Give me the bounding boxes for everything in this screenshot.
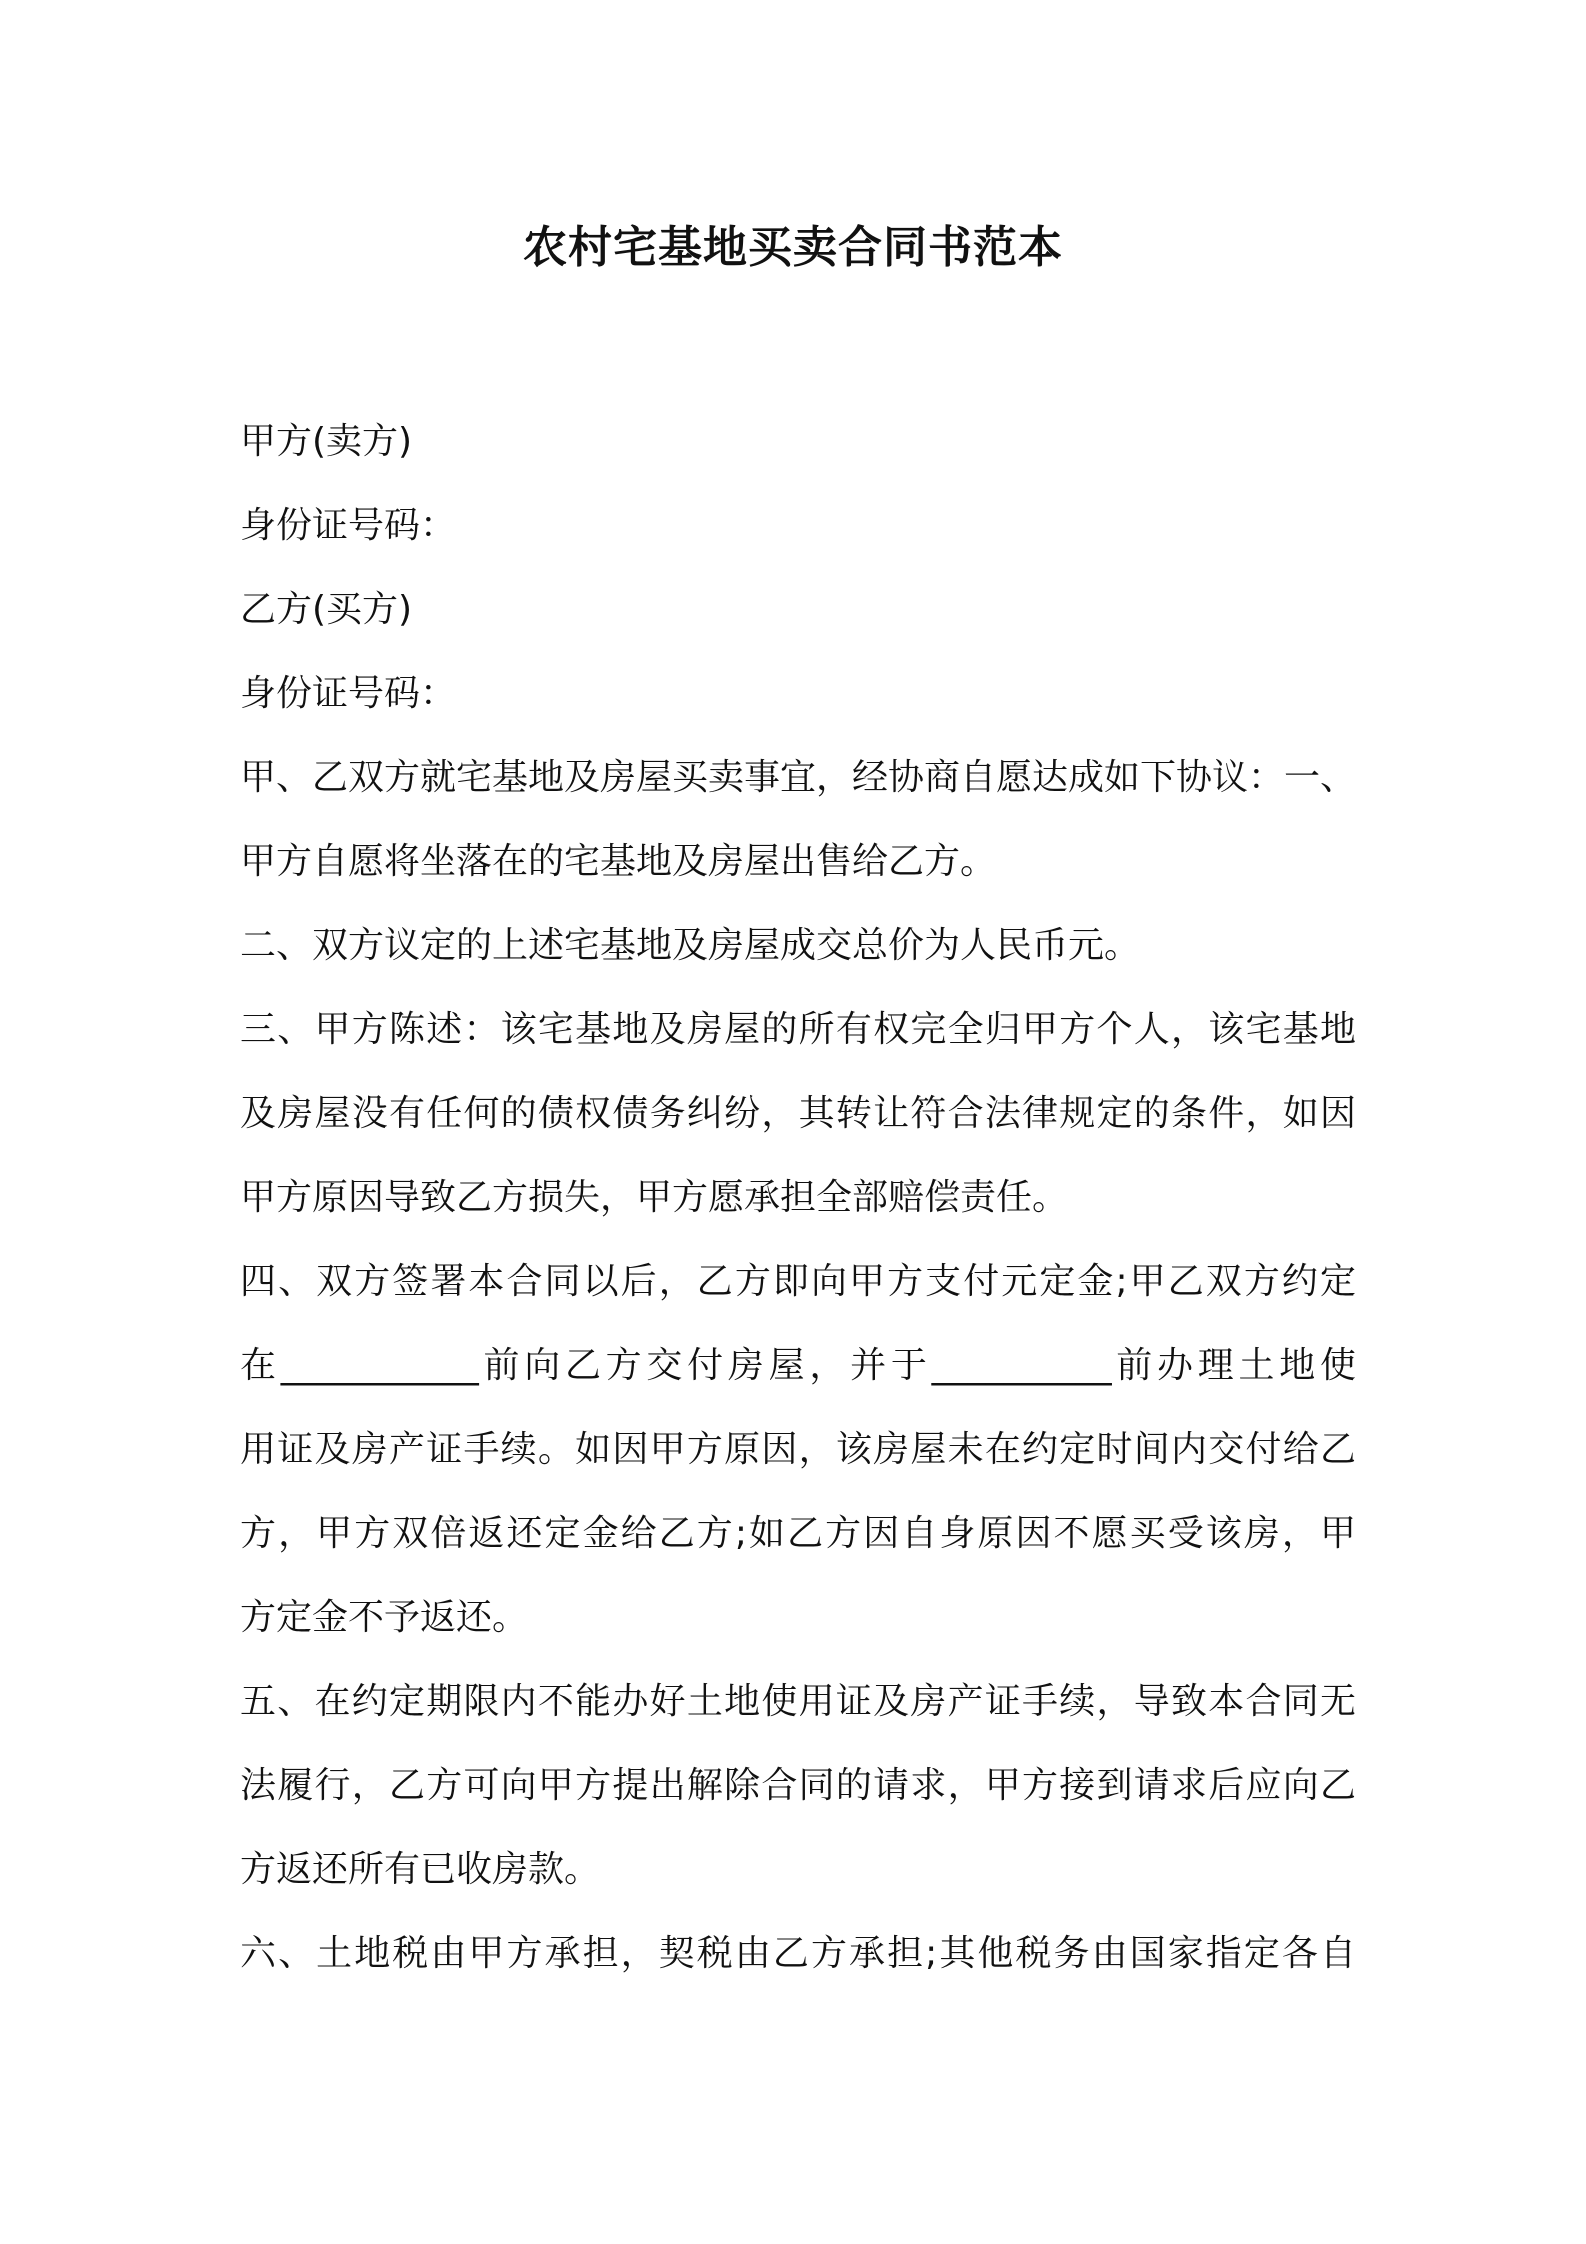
document-line: 甲方原因导致乙方损失，甲方愿承担全部赔偿责任。 xyxy=(240,1177,1069,1218)
document-line: 四、双方签署本合同以后，乙方即向甲方支付元定金;甲乙双方约定 xyxy=(240,1261,1356,1302)
document-line: 身份证号码： xyxy=(240,505,457,546)
document-line: 方返还所有已收房款。 xyxy=(240,1849,601,1890)
document-line: 甲、乙双方就宅基地及房屋买卖事宜，经协商自愿达成如下协议：一、 xyxy=(240,757,1356,798)
document-line: 身份证号码： xyxy=(240,673,457,714)
document-line: 在___________前向乙方交付房屋，并于__________前办理土地使 xyxy=(240,1345,1356,1386)
document-title: 农村宅基地买卖合同书范本 xyxy=(523,222,1063,273)
document-line: 甲方自愿将坐落在的宅基地及房屋出售给乙方。 xyxy=(240,841,997,882)
document-line: 及房屋没有任何的债权债务纠纷，其转让符合法律规定的条件，如因 xyxy=(240,1093,1356,1134)
document-line: 二、双方议定的上述宅基地及房屋成交总价为人民币元。 xyxy=(240,925,1141,966)
document-body xyxy=(240,400,1356,1996)
document-line: 用证及房产证手续。如因甲方原因，该房屋未在约定时间内交付给乙 xyxy=(240,1429,1356,1470)
document-line: 方定金不予返还。 xyxy=(240,1597,529,1638)
document-line: 乙方(买方) xyxy=(240,589,413,630)
document-line: 方，甲方双倍返还定金给乙方;如乙方因自身原因不愿买受该房，甲 xyxy=(240,1513,1356,1554)
document-line: 三、甲方陈述：该宅基地及房屋的所有权完全归甲方个人，该宅基地 xyxy=(240,1009,1356,1050)
document-line: 五、在约定期限内不能办好土地使用证及房产证手续，导致本合同无 xyxy=(240,1681,1356,1722)
document-line: 甲方(卖方) xyxy=(240,421,413,462)
document-line: 六、土地税由甲方承担，契税由乙方承担;其他税务由国家指定各自 xyxy=(240,1933,1356,1974)
document-line: 法履行，乙方可向甲方提出解除合同的请求，甲方接到请求后应向乙 xyxy=(240,1765,1356,1806)
